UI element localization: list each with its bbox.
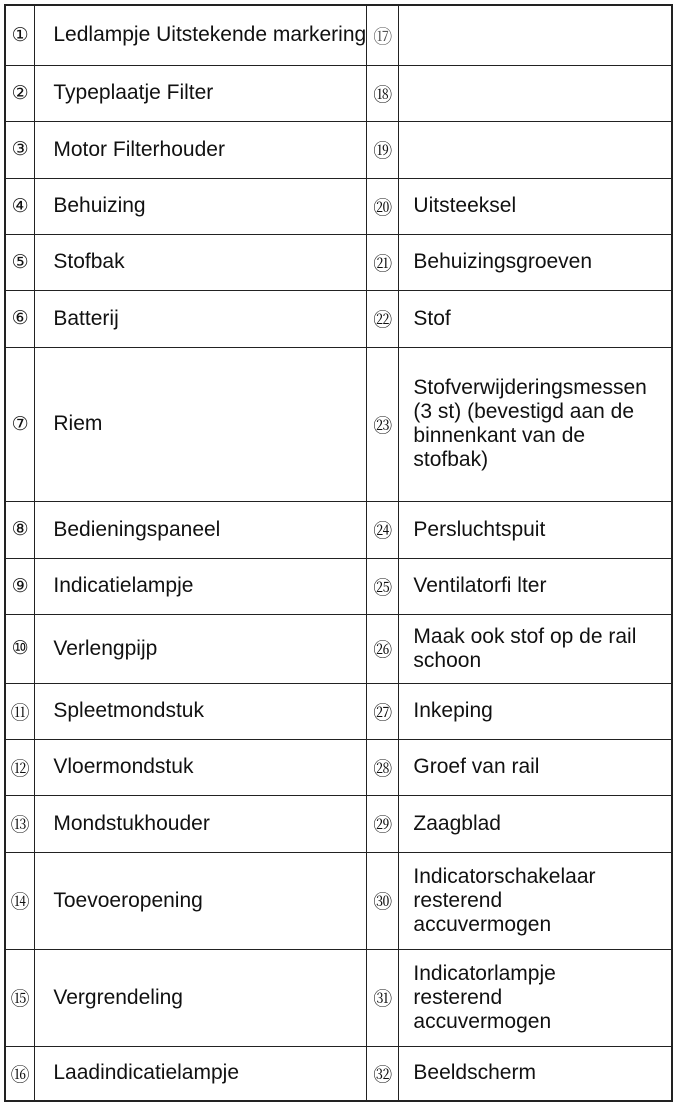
table-row [5,683,672,739]
item-label: Indicatorlampje resterend accuvermogen [399,949,672,1046]
item-label: Zaagblad [399,795,672,852]
item-label: Stofverwijderingsmessen (3 st) (bevestigd aan de binnenkant van de stofbak) [399,347,672,501]
item-number: ㉑ [367,234,399,290]
item-label: Behuizing [35,178,367,234]
table-row [5,949,672,1046]
item-label: Persluchtspuit [399,501,672,558]
table-row [5,558,672,614]
item-label: Maak ook stof op de rail schoon [399,614,672,683]
item-number: ⑥ [5,290,35,347]
item-label [399,65,672,121]
item-number: ⑫ [5,739,35,795]
item-number: ㉛ [367,949,399,1046]
item-number: ⑩ [5,614,35,683]
table-row [5,347,672,501]
table-row [5,178,672,234]
parts-legend-table [4,4,673,1102]
item-number: ㉙ [367,795,399,852]
item-label [399,121,672,178]
item-number: ⑬ [5,795,35,852]
table-row [5,234,672,290]
table-row [5,5,672,65]
item-label: Uitsteeksel [399,178,672,234]
item-label: Stof [399,290,672,347]
item-number: ⑯ [5,1046,35,1101]
item-number: ㉚ [367,852,399,949]
item-number: ⑨ [5,558,35,614]
item-label: Riem [35,347,367,501]
item-label: Indicatielampje [35,558,367,614]
item-number: ㉗ [367,683,399,739]
item-label: Verlengpijp [35,614,367,683]
item-label: Groef van rail [399,739,672,795]
item-label: Beeldscherm [399,1046,672,1101]
table-row [5,290,672,347]
item-number: ① [5,5,35,65]
item-label: Batterij [35,290,367,347]
item-label: Motor Filterhouder [35,121,367,178]
table-row [5,614,672,683]
item-label: Inkeping [399,683,672,739]
item-label: Behuizingsgroeven [399,234,672,290]
item-number: ㉕ [367,558,399,614]
item-number: ⑰ [367,5,399,65]
item-number: ⑧ [5,501,35,558]
table-row [5,795,672,852]
item-label: Laadindicatielampje [35,1046,367,1101]
item-number: ⑲ [367,121,399,178]
item-label: Vergrendeling [35,949,367,1046]
item-number: ⑦ [5,347,35,501]
item-label: Mondstukhouder [35,795,367,852]
item-number: ㉜ [367,1046,399,1101]
item-number: ⑭ [5,852,35,949]
item-number: ⑳ [367,178,399,234]
table-row [5,121,672,178]
item-label: Ledlampje Uitstekende markering [35,5,367,65]
table-row [5,65,672,121]
table-row [5,501,672,558]
item-number: ③ [5,121,35,178]
item-number: ㉓ [367,347,399,501]
item-number: ② [5,65,35,121]
item-label: Spleetmondstuk [35,683,367,739]
item-label: Ventilatorfi lter [399,558,672,614]
item-label: Typeplaatje Filter [35,65,367,121]
item-number: ⑮ [5,949,35,1046]
table-row [5,852,672,949]
item-label: Indicatorschakelaar resterend accuvermogen [399,852,672,949]
item-number: ⑤ [5,234,35,290]
item-number: ㉒ [367,290,399,347]
item-number: ④ [5,178,35,234]
item-label: Vloermondstuk [35,739,367,795]
item-number: ㉖ [367,614,399,683]
item-number: ⑱ [367,65,399,121]
item-number: ㉔ [367,501,399,558]
item-label: Bedieningspaneel [35,501,367,558]
item-label: Stofbak [35,234,367,290]
item-label [399,5,672,65]
table-row [5,1046,672,1101]
item-number: ㉘ [367,739,399,795]
table-row [5,739,672,795]
item-label: Toevoeropening [35,852,367,949]
item-number: ⑪ [5,683,35,739]
